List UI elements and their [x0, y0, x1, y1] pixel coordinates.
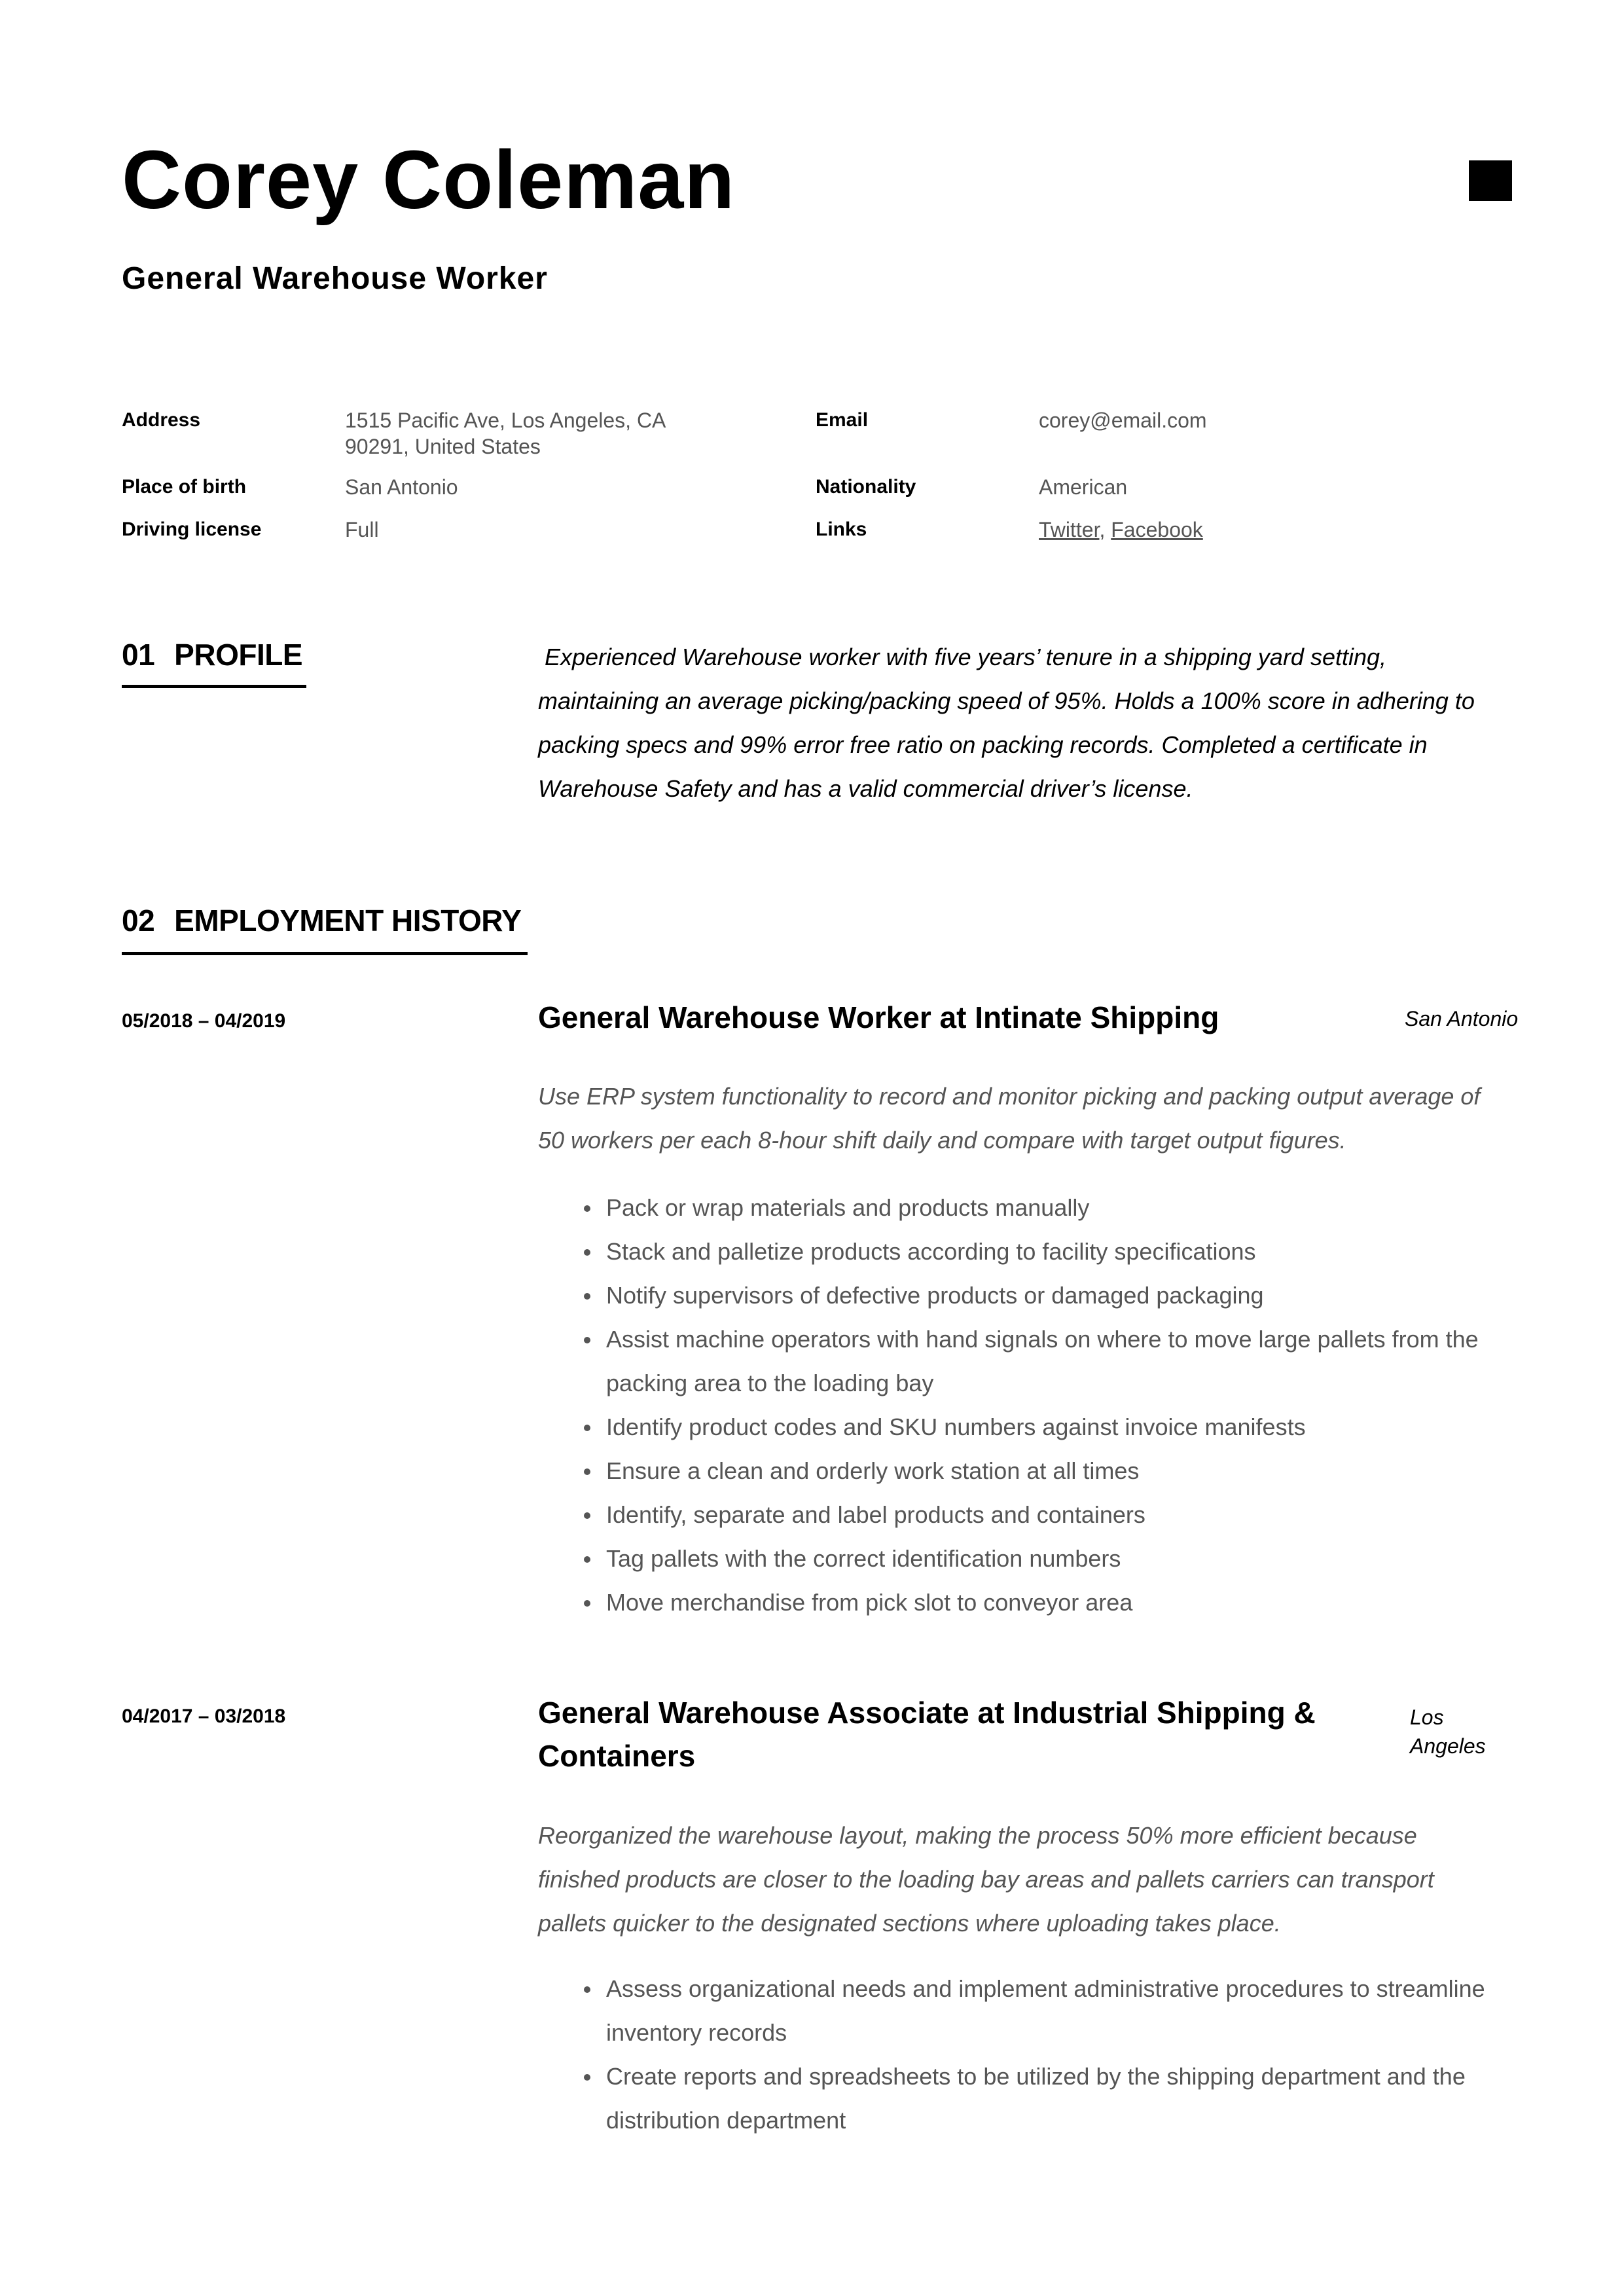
- list-item-text: inventory records: [606, 2019, 787, 2046]
- job-title: [538, 1691, 1389, 1777]
- facebook-link[interactable]: Facebook: [1111, 518, 1203, 541]
- license-value: Full: [345, 518, 379, 541]
- employment-section-number: 02: [122, 903, 155, 938]
- list-item: [538, 1967, 1500, 2054]
- profile-line: maintaining an average picking/packing speed of 95%. Holds a 100% score in adhering to: [538, 687, 1475, 714]
- job-duties-list: [538, 1967, 1500, 2142]
- links-list: [1039, 517, 1203, 543]
- list-item: [538, 1317, 1500, 1405]
- bullet-icon: [584, 1249, 590, 1256]
- list-item: [538, 1186, 1500, 1230]
- employment-section-title: EMPLOYMENT HISTORY: [174, 903, 522, 938]
- list-item-text: Identify, separate and label products and containers: [606, 1501, 1145, 1528]
- square-mark-icon: [1469, 160, 1512, 201]
- address-line-2: 90291, United States: [345, 435, 541, 458]
- job-title-line: Containers: [538, 1739, 696, 1773]
- nationality-value: American: [1039, 475, 1128, 499]
- bullet-icon: [584, 1205, 590, 1212]
- birth-value: San Antonio: [345, 475, 458, 499]
- job-description-line: finished products are closer to the loading bay areas and pallets carriers can transport: [538, 1866, 1434, 1893]
- birth-label: Place of birth: [122, 476, 247, 498]
- profile-section-rule: [122, 685, 306, 688]
- job-description: [538, 1813, 1500, 1945]
- profile-line: Warehouse Safety and has a valid commercial driver’s license.: [538, 775, 1193, 802]
- address-label: Address: [122, 409, 201, 431]
- bullet-icon: [584, 2074, 590, 2081]
- list-item-text: Pack or wrap materials and products manually: [606, 1194, 1090, 1221]
- nationality-label: Nationality: [816, 476, 916, 498]
- list-item-text: Stack and palletize products according to facility specifications: [606, 1238, 1256, 1265]
- links-label: Links: [816, 519, 867, 540]
- email-label: Email: [816, 409, 869, 431]
- profile-section-number: 01: [122, 638, 155, 672]
- list-item-text: Assist machine operators with hand signals on where to move large pallets from the: [606, 1326, 1479, 1353]
- profile-line: Experienced Warehouse worker with five years’ tenure in a shipping yard setting,: [538, 644, 1387, 670]
- bullet-icon: [584, 1556, 590, 1563]
- bullet-icon: [584, 1468, 590, 1475]
- profile-line: packing specs and 99% error free ratio on packing records. Completed a certificate in: [538, 731, 1428, 758]
- job-description-line: Use ERP system functionality to record and monitor picking and packing output average of: [538, 1083, 1481, 1110]
- address-line-1: 1515 Pacific Ave, Los Angeles, CA: [345, 409, 666, 432]
- list-item-text: Assess organizational needs and implement administrative procedures to streamline: [606, 1975, 1485, 2002]
- job-description-line: Reorganized the warehouse layout, making the process 50% more efficient because: [538, 1822, 1417, 1849]
- list-item: [538, 1537, 1500, 1580]
- job-description: [538, 1074, 1500, 1162]
- list-item-text: Create reports and spreadsheets to be utilized by the shipping department and the: [606, 2063, 1466, 2090]
- list-item-text: Ensure a clean and orderly work station at all times: [606, 1457, 1140, 1484]
- job-city: San Antonio: [1405, 1007, 1519, 1030]
- license-label: Driving license: [122, 519, 262, 540]
- list-item: [538, 1273, 1500, 1317]
- job-city-line: Angeles: [1410, 1734, 1486, 1758]
- list-item: [538, 1493, 1500, 1537]
- list-item-text: Tag pallets with the correct identification numbers: [606, 1545, 1121, 1572]
- list-item-text: packing area to the loading bay: [606, 1370, 934, 1396]
- list-item-text: distribution department: [606, 2107, 846, 2134]
- list-item: [538, 1449, 1500, 1493]
- candidate-job-title: General Warehouse Worker: [122, 261, 548, 296]
- list-item: [538, 1405, 1500, 1449]
- twitter-link[interactable]: Twitter: [1039, 518, 1100, 541]
- job-city: [1410, 1703, 1521, 1760]
- profile-section-heading: [122, 636, 302, 673]
- list-item-text: Move merchandise from pick slot to conveyor area: [606, 1589, 1133, 1616]
- candidate-name: Corey Coleman: [122, 134, 736, 226]
- employment-section-rule: [122, 952, 528, 955]
- links-separator: ,: [1099, 518, 1111, 541]
- email-value: corey@email.com: [1039, 409, 1207, 432]
- job-description-line: pallets quicker to the designated sections where uploading takes place.: [538, 1910, 1281, 1937]
- bullet-icon: [584, 1600, 590, 1607]
- profile-summary: [538, 635, 1487, 811]
- job-description-line: 50 workers per each 8-hour shift daily and compare with target output figures.: [538, 1127, 1346, 1154]
- job-title-line: General Warehouse Associate at Industrial Shipping &: [538, 1696, 1316, 1730]
- bullet-icon: [584, 1293, 590, 1300]
- job-dates: 05/2018 – 04/2019: [122, 1010, 286, 1032]
- job-duties-list: [538, 1186, 1500, 1624]
- list-item: [538, 1580, 1500, 1624]
- list-item: [538, 2054, 1500, 2142]
- job-title: General Warehouse Worker at Intinate Shipping: [538, 1000, 1219, 1034]
- profile-section-title: PROFILE: [174, 638, 303, 672]
- bullet-icon: [584, 1337, 590, 1343]
- list-item-text: Identify product codes and SKU numbers against invoice manifests: [606, 1413, 1306, 1440]
- employment-section-heading: [122, 902, 521, 939]
- list-item: [538, 1230, 1500, 1273]
- job-dates: 04/2017 – 03/2018: [122, 1705, 286, 1727]
- bullet-icon: [584, 1512, 590, 1519]
- bullet-icon: [584, 1986, 590, 1993]
- job-city-line: Los: [1410, 1705, 1444, 1729]
- bullet-icon: [584, 1425, 590, 1431]
- list-item-text: Notify supervisors of defective products or damaged packaging: [606, 1282, 1264, 1309]
